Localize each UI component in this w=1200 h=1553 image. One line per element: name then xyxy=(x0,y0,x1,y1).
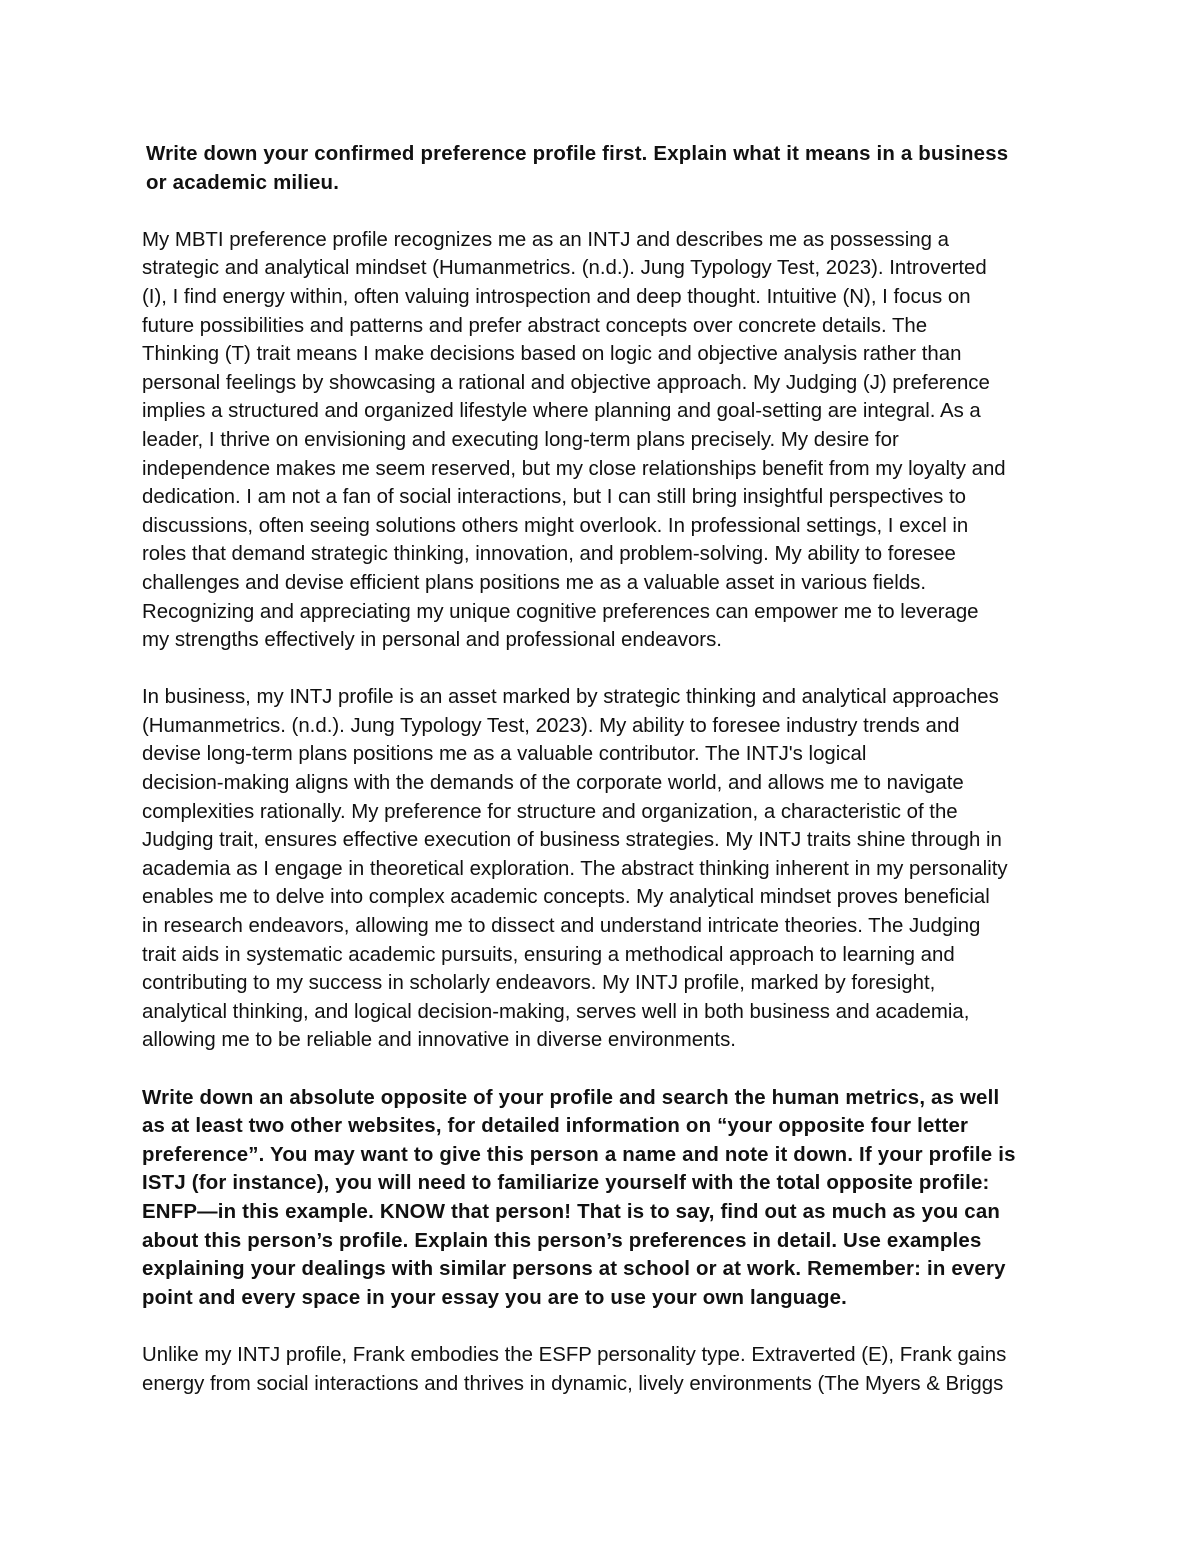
text-line: challenges and devise efficient plans positions me as a valuable asset in various fields. xyxy=(142,571,926,594)
text-line: point and every space in your essay you are to use your own language. xyxy=(142,1286,848,1309)
text-line: strategic and analytical mindset (Humanmetrics. (n.d.). Jung Typology Test, 2023). Introverted xyxy=(142,257,987,280)
text-line: future possibilities and patterns and prefer abstract concepts over concrete details. The xyxy=(142,314,928,337)
answer-2-paragraph-1 xyxy=(142,1341,1062,1398)
text-line: leader, I thrive on envisioning and executing long-term plans precisely. My desire for xyxy=(142,428,899,451)
text-line: or academic milieu. xyxy=(146,171,340,194)
text-line: as at least two other websites, for detailed information on “your opposite four letter xyxy=(142,1115,969,1138)
document-body xyxy=(142,140,1062,1427)
text-line: Judging trait, ensures effective execution of business strategies. My INTJ traits shine through in xyxy=(142,829,1002,852)
text-line: dedication. I am not a fan of social interactions, but I can still bring insightful perspectives to xyxy=(142,486,966,509)
text-line: analytical thinking, and logical decision-making, serves well in both business and academia, xyxy=(142,1000,970,1023)
text-line: Thinking (T) trait means I make decisions based on logic and objective analysis rather than xyxy=(142,343,962,366)
text-line: roles that demand strategic thinking, innovation, and problem-solving. My ability to foresee xyxy=(142,543,956,566)
text-line: ISTJ (for instance), you will need to familiarize yourself with the total opposite profile: xyxy=(142,1172,990,1195)
text-line: (I), I find energy within, often valuing introspection and deep thought. Intuitive (N), I focus on xyxy=(142,285,971,308)
text-line: energy from social interactions and thrives in dynamic, lively environments (The Myers & Briggs xyxy=(142,1372,1004,1395)
text-line: In business, my INTJ profile is an asset marked by strategic thinking and analytical approaches xyxy=(142,686,999,709)
text-line: Write down your confirmed preference profile first. Explain what it means in a business xyxy=(146,143,1009,165)
text-line: allowing me to be reliable and innovative in diverse environments. xyxy=(142,1029,736,1052)
text-line: ENFP—in this example. KNOW that person! That is to say, find out as much as you can xyxy=(142,1200,1001,1223)
text-line: in research endeavors, allowing me to dissect and understand intricate theories. The Judging xyxy=(142,915,981,938)
text-line: explaining your dealings with similar persons at school or at work. Remember: in every xyxy=(142,1258,1006,1281)
text-line: my strengths effectively in personal and professional endeavors. xyxy=(142,629,722,652)
question-2-heading xyxy=(142,1084,1062,1313)
answer-1-paragraph-1 xyxy=(142,226,1062,655)
text-line: Unlike my INTJ profile, Frank embodies the ESFP personality type. Extraverted (E), Frank gains xyxy=(142,1343,1007,1366)
text-line: about this person’s profile. Explain this person’s preferences in detail. Use examples xyxy=(142,1229,982,1252)
text-line: independence makes me seem reserved, but my close relationships benefit from my loyalty and xyxy=(142,457,1006,480)
text-line: complexities rationally. My preference for structure and organization, a characteristic of the xyxy=(142,800,958,823)
text-line: My MBTI preference profile recognizes me as an INTJ and describes me as possessing a xyxy=(142,228,949,251)
text-line: contributing to my success in scholarly endeavors. My INTJ profile, marked by foresight, xyxy=(142,972,936,995)
text-line: Recognizing and appreciating my unique cognitive preferences can empower me to leverage xyxy=(142,600,979,623)
text-line: preference”. You may want to give this person a name and note it down. If your profile is xyxy=(142,1143,1016,1166)
answer-1-paragraph-2 xyxy=(142,683,1062,1055)
text-line: Write down an absolute opposite of your profile and search the human metrics, as well xyxy=(142,1086,1000,1109)
text-line: enables me to delve into complex academic concepts. My analytical mindset proves beneficial xyxy=(142,886,990,909)
text-line: devise long-term plans positions me as a valuable contributor. The INTJ's logical xyxy=(142,743,867,766)
text-line: discussions, often seeing solutions others might overlook. In professional settings, I excel in xyxy=(142,514,969,537)
text-line: implies a structured and organized lifestyle where planning and goal-setting are integral. As a xyxy=(142,400,981,423)
text-line: academia as I engage in theoretical exploration. The abstract thinking inherent in my personality xyxy=(142,857,1008,880)
text-line: (Humanmetrics. (n.d.). Jung Typology Test, 2023). My ability to foresee industry trends and xyxy=(142,714,960,737)
text-line: trait aids in systematic academic pursuits, ensuring a methodical approach to learning and xyxy=(142,943,955,966)
question-1-heading xyxy=(142,140,1062,197)
text-line: personal feelings by showcasing a rational and objective approach. My Judging (J) preference xyxy=(142,371,990,394)
text-line: decision-making aligns with the demands of the corporate world, and allows me to navigate xyxy=(142,772,964,795)
